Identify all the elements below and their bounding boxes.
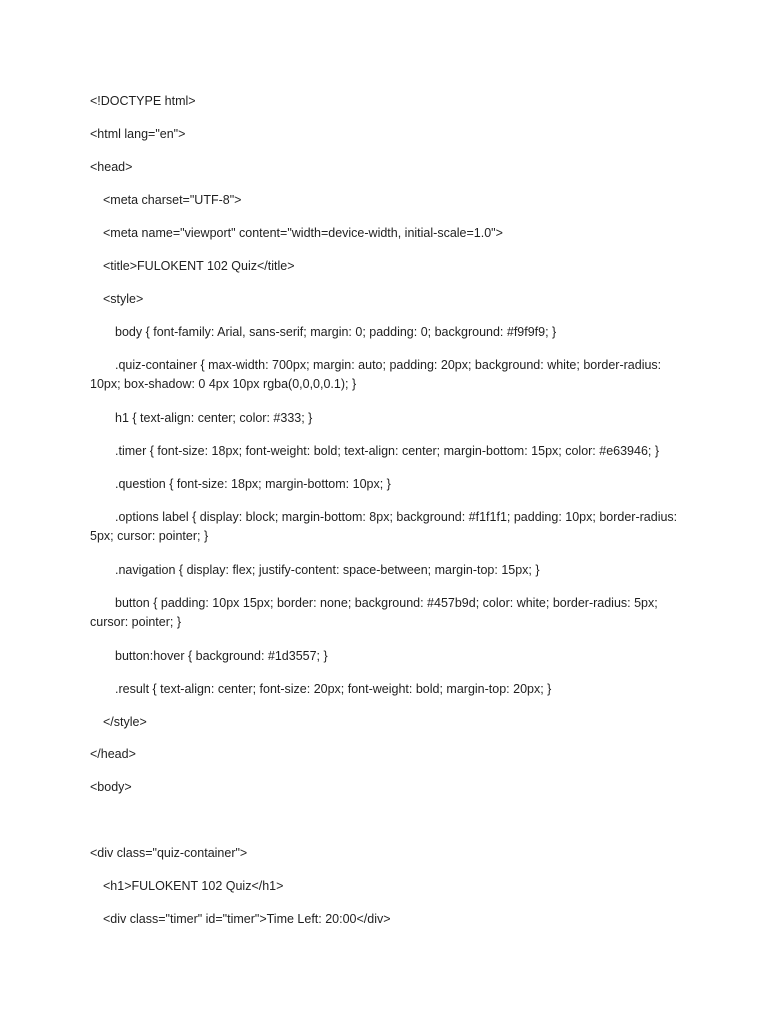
code-line-meta-viewport: <meta name="viewport" content="width=device-width, initial-scale=1.0"> bbox=[103, 226, 503, 240]
code-line-css-body: body { font-family: Arial, sans-serif; margin: 0; padding: 0; background: #f9f9f9; } bbox=[115, 325, 557, 339]
code-line-timer-div: <div class="timer" id="timer">Time Left: 20:00</div> bbox=[103, 912, 391, 926]
code-line-head-close: </head> bbox=[90, 747, 136, 761]
code-line-css-timer: .timer { font-size: 18px; font-weight: bold; text-align: center; margin-bottom: 15px; color: #e63946; } bbox=[115, 444, 660, 458]
code-line-css-question: .question { font-size: 18px; margin-bottom: 10px; } bbox=[115, 477, 391, 491]
code-line-html-open: <html lang="en"> bbox=[90, 127, 186, 141]
code-line-title: <title>FULOKENT 102 Quiz</title> bbox=[103, 259, 295, 273]
code-line-quiz-container-div: <div class="quiz-container"> bbox=[90, 846, 248, 860]
code-line-css-options-label: .options label { display: block; margin-bottom: 8px; background: #f1f1f1; padding: 10px; border-radius: 5px; cursor: pointer; } bbox=[90, 510, 681, 543]
code-line-style-close: </style> bbox=[103, 715, 147, 729]
code-line-css-button: button { padding: 10px 15px; border: none; background: #457b9d; color: white; border-radius: 5px; cursor: pointer; } bbox=[90, 596, 662, 629]
code-line-css-result: .result { text-align: center; font-size: 20px; font-weight: bold; margin-top: 20px; } bbox=[115, 682, 552, 696]
code-line-css-quiz-container: .quiz-container { max-width: 700px; margin: auto; padding: 20px; background: white; border-radius: 10px; box-shadow: 0 4px 10px rgba(0,0,0,0.1); } bbox=[90, 358, 665, 391]
code-line-head-open: <head> bbox=[90, 160, 133, 174]
code-line-css-h1: h1 { text-align: center; color: #333; } bbox=[115, 411, 313, 425]
code-line-doctype: <!DOCTYPE html> bbox=[90, 94, 196, 108]
code-line-css-navigation: .navigation { display: flex; justify-content: space-between; margin-top: 15px; } bbox=[115, 563, 540, 577]
code-line-h1-title: <h1>FULOKENT 102 Quiz</h1> bbox=[103, 879, 284, 893]
code-line-body-open: <body> bbox=[90, 780, 132, 794]
code-line-css-button-hover: button:hover { background: #1d3557; } bbox=[115, 649, 328, 663]
code-line-meta-charset: <meta charset="UTF-8"> bbox=[103, 193, 242, 207]
code-line-style-open: <style> bbox=[103, 292, 144, 306]
